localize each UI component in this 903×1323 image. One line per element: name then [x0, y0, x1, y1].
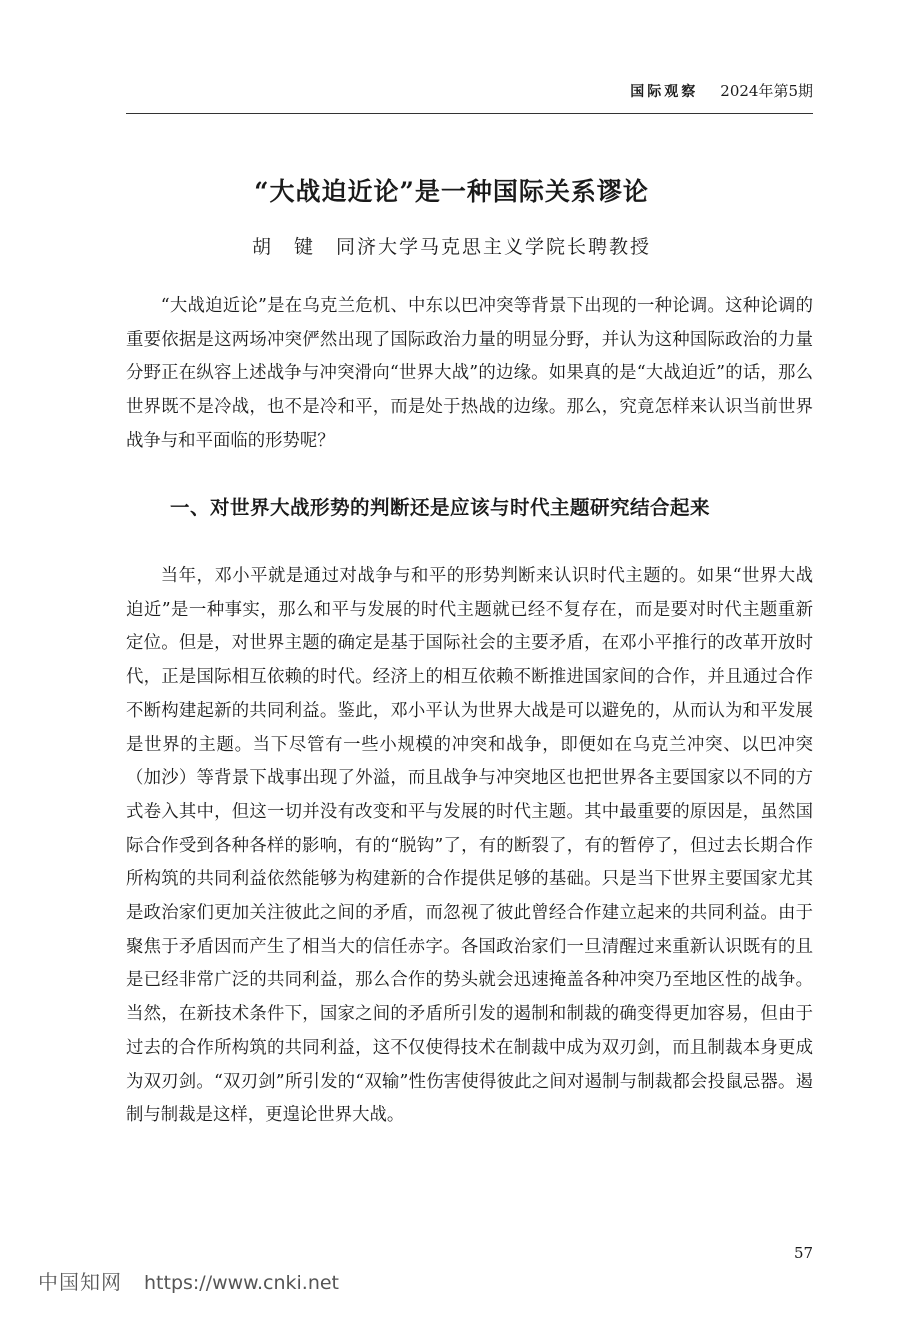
section-heading: 一、对世界大战形势的判断还是应该与时代主题研究结合起来 [170, 496, 711, 519]
body-paragraph: 当年，邓小平就是通过对战争与和平的形势判断来认识时代主题的。如果“世界大战迫近”是一种事实，那么和平与发展的时代主题就已经不复存在，而是要对时代主题重新定位。但是，对世界主题的确定是基于国际社会的主要矛盾，在邓小平推行的改革开放时代，正是国际相互依赖的时代。经济上的相互依赖不断推进国家间的合作，并且通过合作不断构建起新的共同利益。鉴此，邓小平认为世界大战是可以避免的，从而认为和平发展是世界的主题。当下尽管有一些小规模的冲突和战争，即便如在乌克兰冲突、以巴冲突（加沙）等背景下战事出现了外溢，而且战争与冲突地区也把世界各主要国家以不同的方式卷入其中，但这一切并没有改变和平与发展的时代主题。其中最重要的原因是，虽然国际合作受到各种各样的影响，有的“脱钩”了，有的断裂了，有的暂停了，但过去长期合作所构筑的共同利益依然能够为构建新的合作提供足够的基础。只是当下世界主要国家尤其是政治家们更加关注彼此之间的矛盾，而忽视了彼此曾经合作建立起来的共同利益。由于聚焦于矛盾因而产生了相当大的信任赤字。各国政治家们一旦清醒过来重新认识既有的且是已经非常广泛的共同利益，那么合作的势头就会迅速掩盖各种冲突乃至地区性的战争。当然，在新技术条件下，国家之间的矛盾所引发的遏制和制裁的确变得更加容易，但由于过去的合作所构筑的共同利益，这不仅使得技术在制裁中成为双刃剑，而且制裁本身更成为双刃剑。“双刃剑”所引发的“双输”性伤害使得彼此之间对遏制与制裁都会投鼠忌器。遏制与制裁是这样，更遑论世界大战。 [126, 566, 813, 1126]
cnki-watermark [38, 1266, 339, 1295]
watermark-name: 中国知网 [38, 1270, 122, 1294]
running-header [126, 80, 813, 106]
header-rule [126, 113, 813, 114]
issue-label: 2024年第5期 [720, 82, 813, 100]
intro-paragraph: “大战迫近论”是在乌克兰危机、中东以巴冲突等背景下出现的一种论调。这种论调的重要依据是这两场冲突俨然出现了国际政治力量的明显分野，并认为这种国际政治的力量分野正在纵容上述战争与冲突滑向“世界大战”的边缘。如果真的是“大战迫近”的话，那么世界既不是冷战，也不是冷和平，而是处于热战的边缘。那么，究竟怎样来认识当前世界战争与和平面临的形势呢？ [126, 296, 813, 451]
article-title: “大战迫近论”是一种国际关系谬论 [254, 177, 649, 206]
journal-name: 国际观察 [630, 84, 699, 100]
page-number: 57 [794, 1244, 814, 1262]
author-line: 胡 键 同济大学马克思主义学院长聘教授 [251, 236, 651, 258]
watermark-url[interactable]: https://www.cnki.net [144, 1272, 340, 1294]
